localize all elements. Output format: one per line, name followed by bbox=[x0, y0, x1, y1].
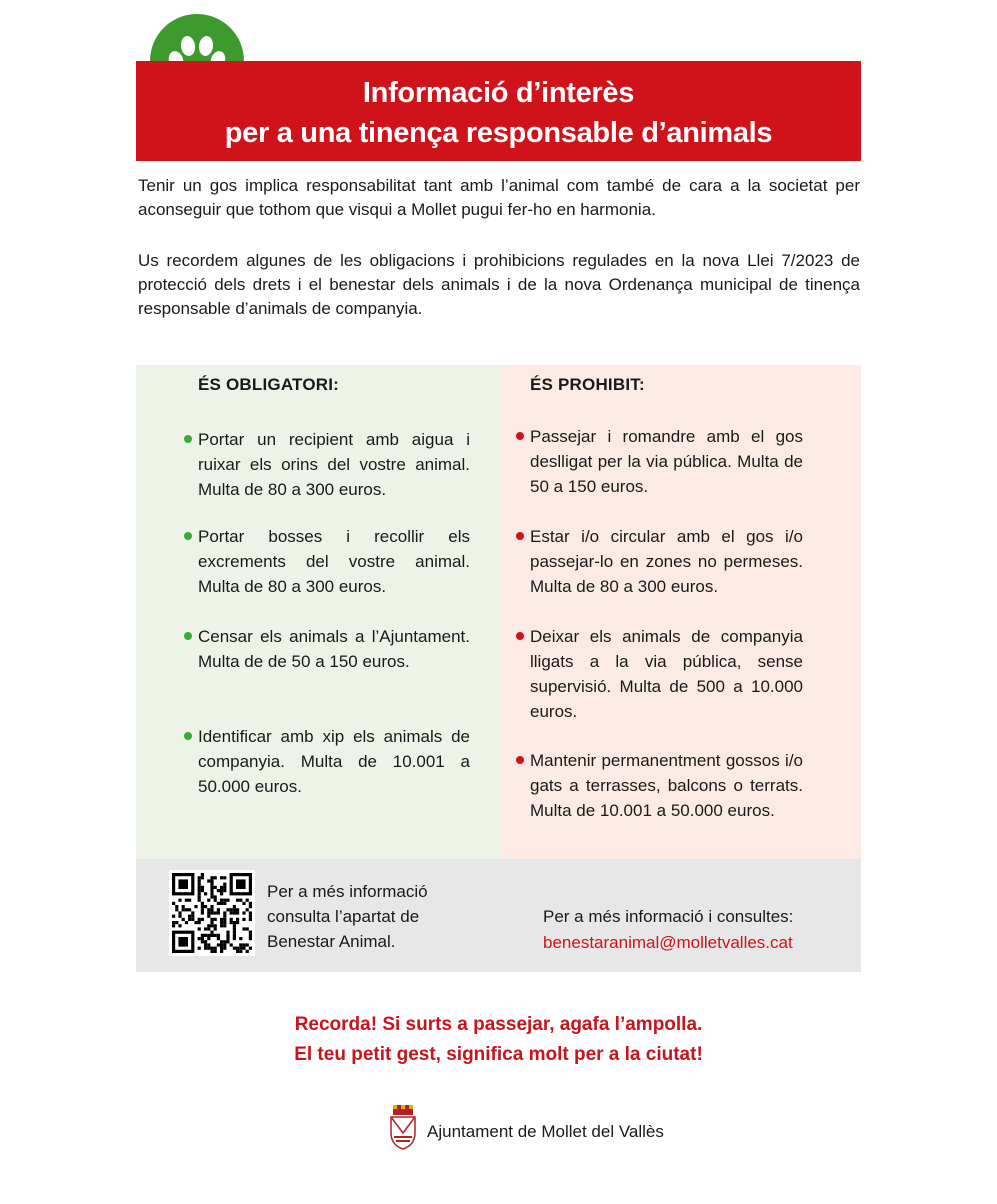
bullet-icon bbox=[516, 632, 524, 640]
city-crest-icon bbox=[388, 1103, 418, 1151]
contact-email-link[interactable]: benestaranimal@molletvalles.cat bbox=[543, 933, 793, 952]
header-banner bbox=[136, 61, 861, 161]
prohibit-item bbox=[530, 748, 803, 823]
prohibit-item-text: Mantenir permanentment gossos i/o gats a terrasses, balcons o terrats. Multa de 10.001 a 50.000 euros. bbox=[530, 751, 803, 820]
prohibit-panel bbox=[501, 365, 861, 859]
prohibit-item bbox=[530, 624, 803, 724]
reminder-line-1: Recorda! Si surts a passejar, agafa l’ampolla. bbox=[294, 1014, 703, 1035]
obligatori-item-text: Portar un recipient amb aigua i ruixar els orins del vostre animal. Multa de 80 a 300 euros. bbox=[198, 430, 470, 499]
prohibit-heading: ÉS PROHIBIT: bbox=[530, 375, 645, 394]
bullet-icon bbox=[184, 435, 192, 443]
bullet-icon bbox=[516, 432, 524, 440]
prohibit-item bbox=[530, 524, 803, 599]
prohibit-item-text: Passejar i romandre amb el gos deslligat per la via pública. Multa de 50 a 150 euros. bbox=[530, 427, 803, 496]
obligatori-heading: ÉS OBLIGATORI: bbox=[198, 375, 340, 394]
prohibit-item-text: Estar i/o circular amb el gos i/o passejar-lo en zones no permeses. Multa de 80 a 300 euros. bbox=[530, 527, 803, 596]
more-info-line: Per a més informació bbox=[267, 882, 428, 901]
more-info-text bbox=[267, 879, 477, 954]
more-info-line: Benestar Animal. bbox=[267, 932, 396, 951]
reminder-line-2: El teu petit gest, significa molt per a la ciutat! bbox=[294, 1044, 703, 1065]
obligatori-item bbox=[198, 724, 470, 799]
intro-paragraph-2: Us recordem algunes de les obligacions i prohibicions regulades en la nova Llei 7/2023 de protecció dels drets i el benestar dels animals i de la nova Ordenança municipal de tinença responsable d’animals de companyia. bbox=[138, 251, 860, 318]
contact-panel bbox=[136, 859, 861, 972]
contact-label: Per a més informació i consultes: bbox=[543, 907, 794, 926]
obligatori-item-text: Portar bosses i recollir els excrements del vostre animal. Multa de 80 a 300 euros. bbox=[198, 527, 470, 596]
contact-info bbox=[543, 904, 853, 956]
obligatori-item bbox=[198, 427, 470, 502]
page-title bbox=[136, 73, 861, 153]
prohibit-item-text: Deixar els animals de companyia lligats a la via pública, sense supervisió. Multa de 500 a 10.000 euros. bbox=[530, 627, 803, 721]
bullet-icon bbox=[516, 532, 524, 540]
prohibit-item bbox=[530, 424, 803, 499]
bullet-icon bbox=[184, 632, 192, 640]
qr-code-icon[interactable] bbox=[169, 870, 255, 956]
bullet-icon bbox=[184, 532, 192, 540]
obligatori-item bbox=[198, 624, 470, 674]
title-line-2: per a una tinença responsable d’animals bbox=[224, 117, 773, 149]
bullet-icon bbox=[184, 732, 192, 740]
intro-paragraph-1: Tenir un gos implica responsabilitat tant amb l’animal com també de cara a la societat per aconseguir que tothom que visqui a Mollet pugui fer-ho en harmonia. bbox=[138, 176, 860, 219]
title-line-1: Informació d’interès bbox=[362, 77, 635, 109]
obligatori-item bbox=[198, 524, 470, 599]
obligatori-item-text: Censar els animals a l’Ajuntament. Multa de de 50 a 150 euros. bbox=[198, 627, 470, 671]
bullet-icon bbox=[516, 756, 524, 764]
obligatori-panel bbox=[136, 365, 501, 859]
obligatori-item-text: Identificar amb xip els animals de companyia. Multa de 10.001 a 50.000 euros. bbox=[198, 727, 470, 796]
city-name: Ajuntament de Mollet del Vallès bbox=[427, 1122, 664, 1141]
more-info-line: consulta l’apartat de bbox=[267, 907, 420, 926]
